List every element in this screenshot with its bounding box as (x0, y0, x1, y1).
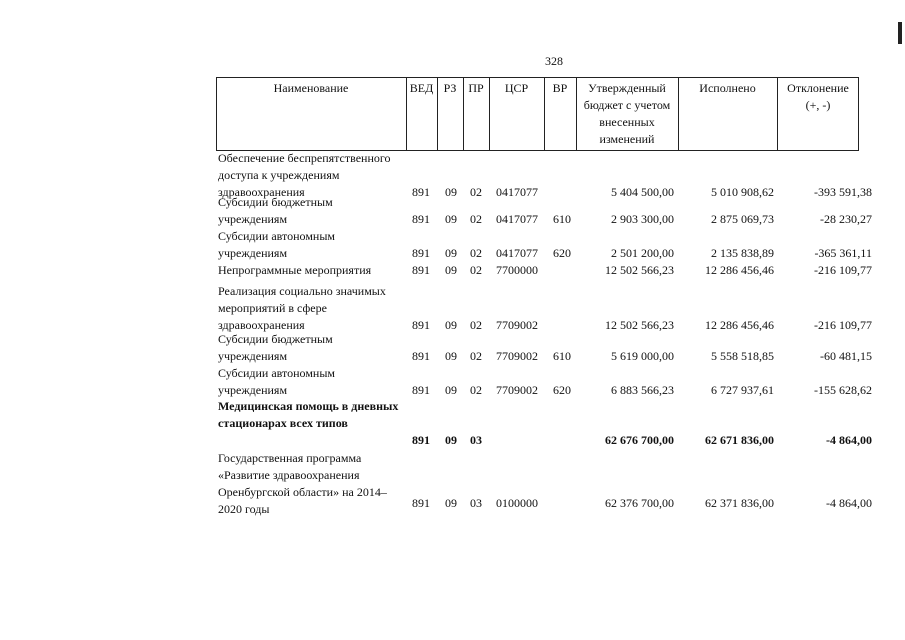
row-executed: 12 286 456,46 (705, 263, 774, 277)
row-approved: 5 404 500,00 (611, 185, 674, 199)
row-name: Субсидии автономным учреждениям (218, 366, 335, 397)
row-pr: 02 (470, 185, 482, 199)
grid-line (777, 77, 778, 151)
row-approved: 2 903 300,00 (611, 212, 674, 226)
table-row (0, 150, 905, 201)
row-ved: 891 (412, 433, 430, 447)
row-rz: 09 (445, 246, 457, 260)
row-deviation: -4 864,00 (826, 433, 872, 447)
row-vr: 610 (553, 349, 571, 363)
row-deviation: -393 591,38 (814, 185, 872, 199)
row-name: Субсидии автономным учреждениям (218, 229, 335, 260)
grid-line (576, 77, 577, 151)
row-approved: 6 883 566,23 (611, 383, 674, 397)
row-vr: 620 (553, 383, 571, 397)
row-pr: 02 (470, 349, 482, 363)
scan-edge-mark (898, 22, 902, 44)
table-row (0, 398, 905, 449)
header-executed: Исполнено (699, 81, 756, 95)
row-pr: 03 (470, 433, 482, 447)
row-csr: 7700000 (496, 263, 538, 277)
table-row (0, 283, 905, 334)
row-name: Непрограммные мероприятия (218, 263, 372, 277)
row-rz: 09 (445, 318, 457, 332)
row-executed: 5 010 908,62 (711, 185, 774, 199)
row-vr: 610 (553, 212, 571, 226)
table-row (0, 262, 905, 282)
row-approved: 5 619 000,00 (611, 349, 674, 363)
row-executed: 2 875 069,73 (711, 212, 774, 226)
table-row (0, 195, 905, 235)
row-csr: 7709002 (496, 383, 538, 397)
row-executed: 5 558 518,85 (711, 349, 774, 363)
row-csr: 0417077 (496, 185, 538, 199)
row-rz: 09 (445, 263, 457, 277)
row-ved: 891 (412, 383, 430, 397)
header-ved: ВЕД (409, 81, 434, 95)
row-csr: 7709002 (496, 349, 538, 363)
row-approved: 62 376 700,00 (605, 496, 674, 510)
header-rz: РЗ (443, 81, 457, 95)
row-pr: 02 (470, 318, 482, 332)
grid-line (858, 77, 859, 151)
row-csr: 0417077 (496, 212, 538, 226)
row-deviation: -216 109,77 (814, 263, 872, 277)
row-rz: 09 (445, 212, 457, 226)
row-deviation: -60 481,15 (820, 349, 872, 363)
page-number: 328 (545, 54, 563, 68)
row-ved: 891 (412, 496, 430, 510)
row-pr: 02 (470, 212, 482, 226)
header-csr: ЦСР (504, 81, 529, 95)
row-rz: 09 (445, 383, 457, 397)
row-rz: 09 (445, 496, 457, 510)
row-pr: 02 (470, 246, 482, 260)
row-rz: 09 (445, 433, 457, 447)
row-ved: 891 (412, 212, 430, 226)
row-approved: 12 502 566,23 (605, 263, 674, 277)
row-approved: 2 501 200,00 (611, 246, 674, 260)
row-executed: 62 671 836,00 (705, 433, 774, 447)
row-rz: 09 (445, 349, 457, 363)
table-row (0, 368, 905, 402)
row-name: Субсидии бюджетным учреждениям (218, 332, 333, 363)
row-ved: 891 (412, 246, 430, 260)
row-executed: 12 286 456,46 (705, 318, 774, 332)
row-ved: 891 (412, 185, 430, 199)
row-deviation: -216 109,77 (814, 318, 872, 332)
table-row (0, 450, 905, 518)
row-executed: 6 727 937,61 (711, 383, 774, 397)
row-name: Обеспечение беспрепятственного доступа к учреждениям здравоохранения (218, 151, 391, 199)
row-executed: 2 135 838,89 (711, 246, 774, 260)
header-pr: ПР (468, 81, 484, 95)
row-executed: 62 371 836,00 (705, 496, 774, 510)
row-rz: 09 (445, 185, 457, 199)
row-deviation: -4 864,00 (826, 496, 872, 510)
row-approved: 62 676 700,00 (605, 433, 674, 447)
row-vr: 620 (553, 246, 571, 260)
row-name: Государственная программа «Развитие здравоохранения Оренбургской области» на 2014–2020 годы (218, 451, 387, 516)
row-name: Медицинская помощь в дневных стационарах всех типов (218, 399, 399, 430)
row-csr: 0417077 (496, 246, 538, 260)
row-csr: 7709002 (496, 318, 538, 332)
row-pr: 02 (470, 383, 482, 397)
row-csr: 0100000 (496, 496, 538, 510)
row-approved: 12 502 566,23 (605, 318, 674, 332)
header-name: Наименование (273, 81, 349, 95)
row-ved: 891 (412, 349, 430, 363)
row-ved: 891 (412, 263, 430, 277)
row-deviation: -155 628,62 (814, 383, 872, 397)
header-vr: ВР (552, 81, 568, 95)
row-pr: 02 (470, 263, 482, 277)
table-row (0, 334, 905, 368)
row-ved: 891 (412, 318, 430, 332)
header-approved: Утвержденный бюджет с учетом внесенных изменений (583, 81, 671, 146)
row-name: Субсидии бюджетным учреждениям (218, 195, 333, 226)
row-pr: 03 (470, 496, 482, 510)
row-deviation: -28 230,27 (820, 212, 872, 226)
row-name: Реализация социально значимых мероприятий в сфере здравоохранения (218, 284, 386, 332)
header-deviation: Отклонение (+, -) (787, 81, 849, 112)
row-deviation: -365 361,11 (814, 246, 872, 260)
